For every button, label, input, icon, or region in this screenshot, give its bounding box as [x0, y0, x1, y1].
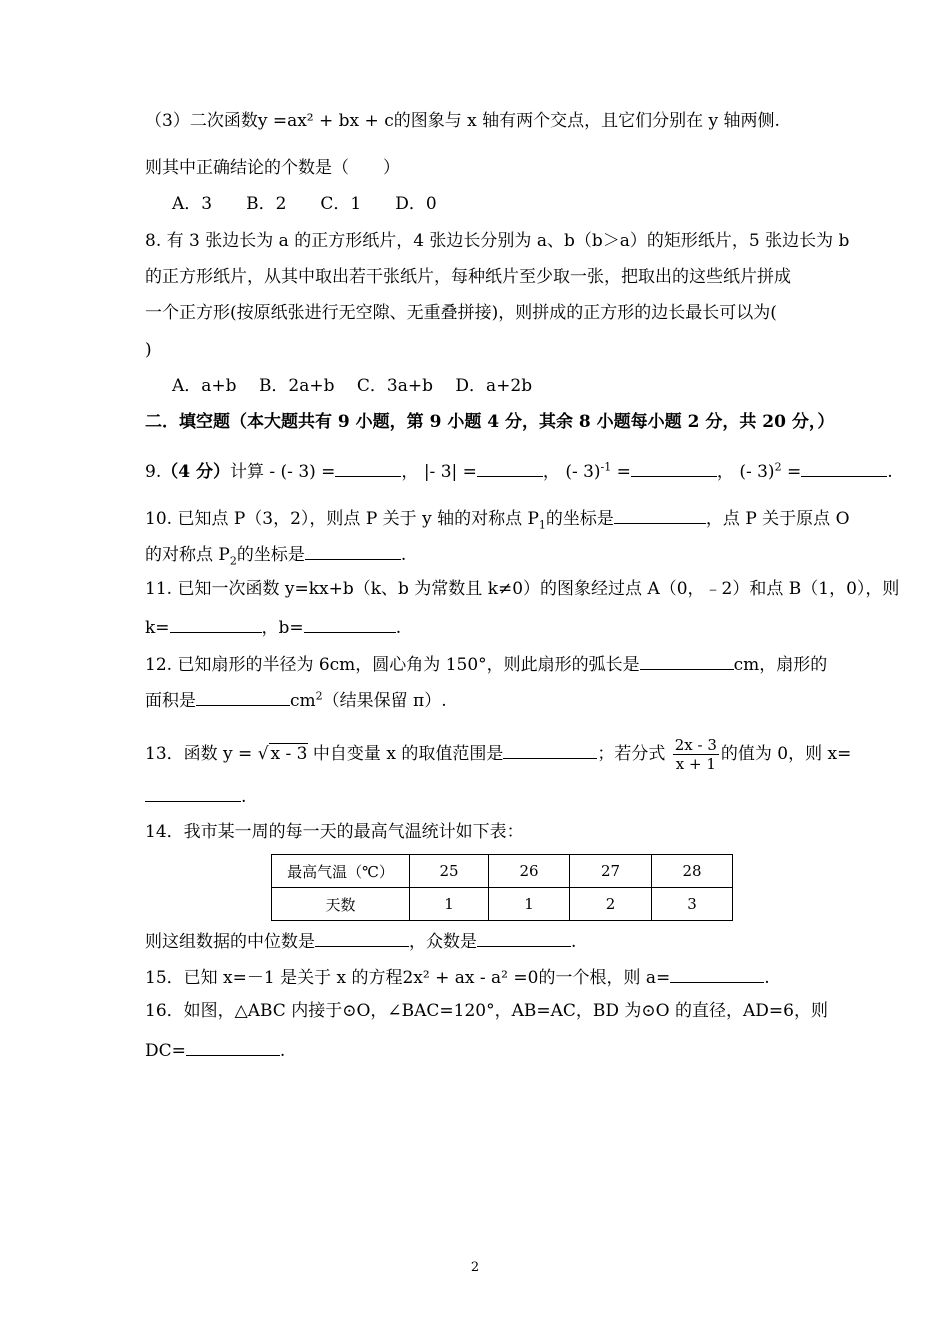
table-header-cell: 天数 [272, 888, 410, 921]
q10-blank-1[interactable] [614, 505, 706, 524]
q12-line-2: 面积是 $cm^2$（结果保留 π）. [145, 687, 447, 712]
q8-line-3: 一个正方形(按原纸张进行无空隙、无重叠拼接)，则拼成的正方形的边长最长可以为( [145, 303, 777, 323]
q16-line-1: 16．如图，△ABC 内接于⊙O，∠BAC=120°，AB=AC，BD 为⊙O 的直径，AD=6，则 [145, 1001, 828, 1021]
q15-equation: 2x² + ax - a² =0 [402, 968, 539, 988]
table-cell: 28 [652, 855, 733, 888]
q7-options: A．3 B．2 C．1 D．0 [172, 194, 437, 214]
q7-statement-3: （3）二次函数y =ax² + bx + c的图象与 x 轴有两个交点，且它们分别在 y 轴两侧. [145, 111, 780, 131]
table-cell: 1 [410, 888, 489, 921]
q11-b-blank[interactable] [304, 614, 396, 633]
table-cell: 25 [410, 855, 489, 888]
q14-answer-line: 则这组数据的中位数是 ，众数是 . [145, 928, 576, 953]
q12-area-blank[interactable] [196, 687, 290, 706]
q13-x-blank[interactable] [145, 783, 241, 802]
q9: 9.（4 分）计算 - (- 3) = ， |- 3| = ， (- 3)$^{-1}$ = ， (- 3)$^2$ = . [145, 458, 893, 483]
temperature-table [271, 854, 733, 921]
q13-line-1: 13．函数 y = √ x - 3 中自变量 x 的取值范围是 ；若分式 $\frac{2x - 3}{x + 1}$ 的值为 0，则 x= [145, 736, 852, 773]
q14-mode-blank[interactable] [477, 928, 571, 947]
q15-a-blank[interactable] [670, 964, 764, 983]
table-row [272, 855, 733, 888]
q16-line-2: DC= . [145, 1037, 285, 1062]
page-number: 2 [470, 1260, 480, 1275]
q16-dc-blank[interactable] [186, 1037, 280, 1056]
q11-line-2: k= ，b= . [145, 614, 401, 639]
q10-blank-2[interactable] [305, 541, 401, 560]
q10-line-1: 10. 已知点 P（3，2），则点 P 关于 y 轴的对称点 $P_1$的坐标是 ，点 P 关于原点 O [145, 505, 850, 530]
q13-line-2: . [145, 783, 246, 808]
q12-arc-blank[interactable] [640, 651, 734, 670]
table-cell: 1 [489, 888, 570, 921]
q13-fraction: $\frac{2x - 3}{x + 1}$ [674, 736, 717, 773]
q8-line-1: 8. 有 3 张边长为 a 的正方形纸片，4 张边长分别为 a、b（b＞a）的矩形纸片，5 张边长为 b [145, 231, 850, 251]
q11-k-blank[interactable] [170, 614, 262, 633]
section-2-heading: 二．填空题（本大题共有 9 小题，第 9 小题 4 分，其余 8 小题每小题 2 分，共 20 分，） [145, 412, 835, 432]
table-header-cell: 最高气温（℃） [272, 855, 410, 888]
q9-blank-4[interactable] [801, 458, 887, 477]
q14-intro: 14．我市某一周的每一天的最高气温统计如下表： [145, 822, 524, 842]
q9-blank-1[interactable] [335, 458, 401, 477]
q7-question: 则其中正确结论的个数是（ ） [145, 158, 400, 178]
q12-line-1: 12. 已知扇形的半径为 6cm，圆心角为 150°，则此扇形的弧长是 cm，扇形的 [145, 651, 827, 676]
q13-range-blank[interactable] [503, 740, 597, 759]
table-cell: 27 [570, 855, 652, 888]
table-cell: 3 [652, 888, 733, 921]
q10-line-2: 的对称点 $P_2$的坐标是 . [145, 541, 406, 566]
q8-line-2: 的正方形纸片，从其中取出若干张纸片，每种纸片至少取一张，把取出的这些纸片拼成 [145, 267, 791, 287]
q8-line-4: ) [145, 340, 152, 360]
table-cell: 2 [570, 888, 652, 921]
table-cell: 26 [489, 855, 570, 888]
q8-options: A．a+b B．2a+b C．3a+b D．a+2b [172, 376, 533, 396]
q15: 15．已知 x=－1 是关于 x 的方程2x² + ax - a² =0的一个根，则 a= . [145, 964, 770, 989]
q9-blank-3[interactable] [631, 458, 717, 477]
q11-line-1: 11. 已知一次函数 y=kx+b（k、b 为常数且 k≠0）的图象经过点 A（0，﹣2）和点 B（1，0），则 [145, 579, 900, 599]
q14-median-blank[interactable] [315, 928, 409, 947]
q9-blank-2[interactable] [477, 458, 543, 477]
table-row [272, 888, 733, 921]
q7-formula: y =ax² + bx + c [257, 111, 394, 131]
